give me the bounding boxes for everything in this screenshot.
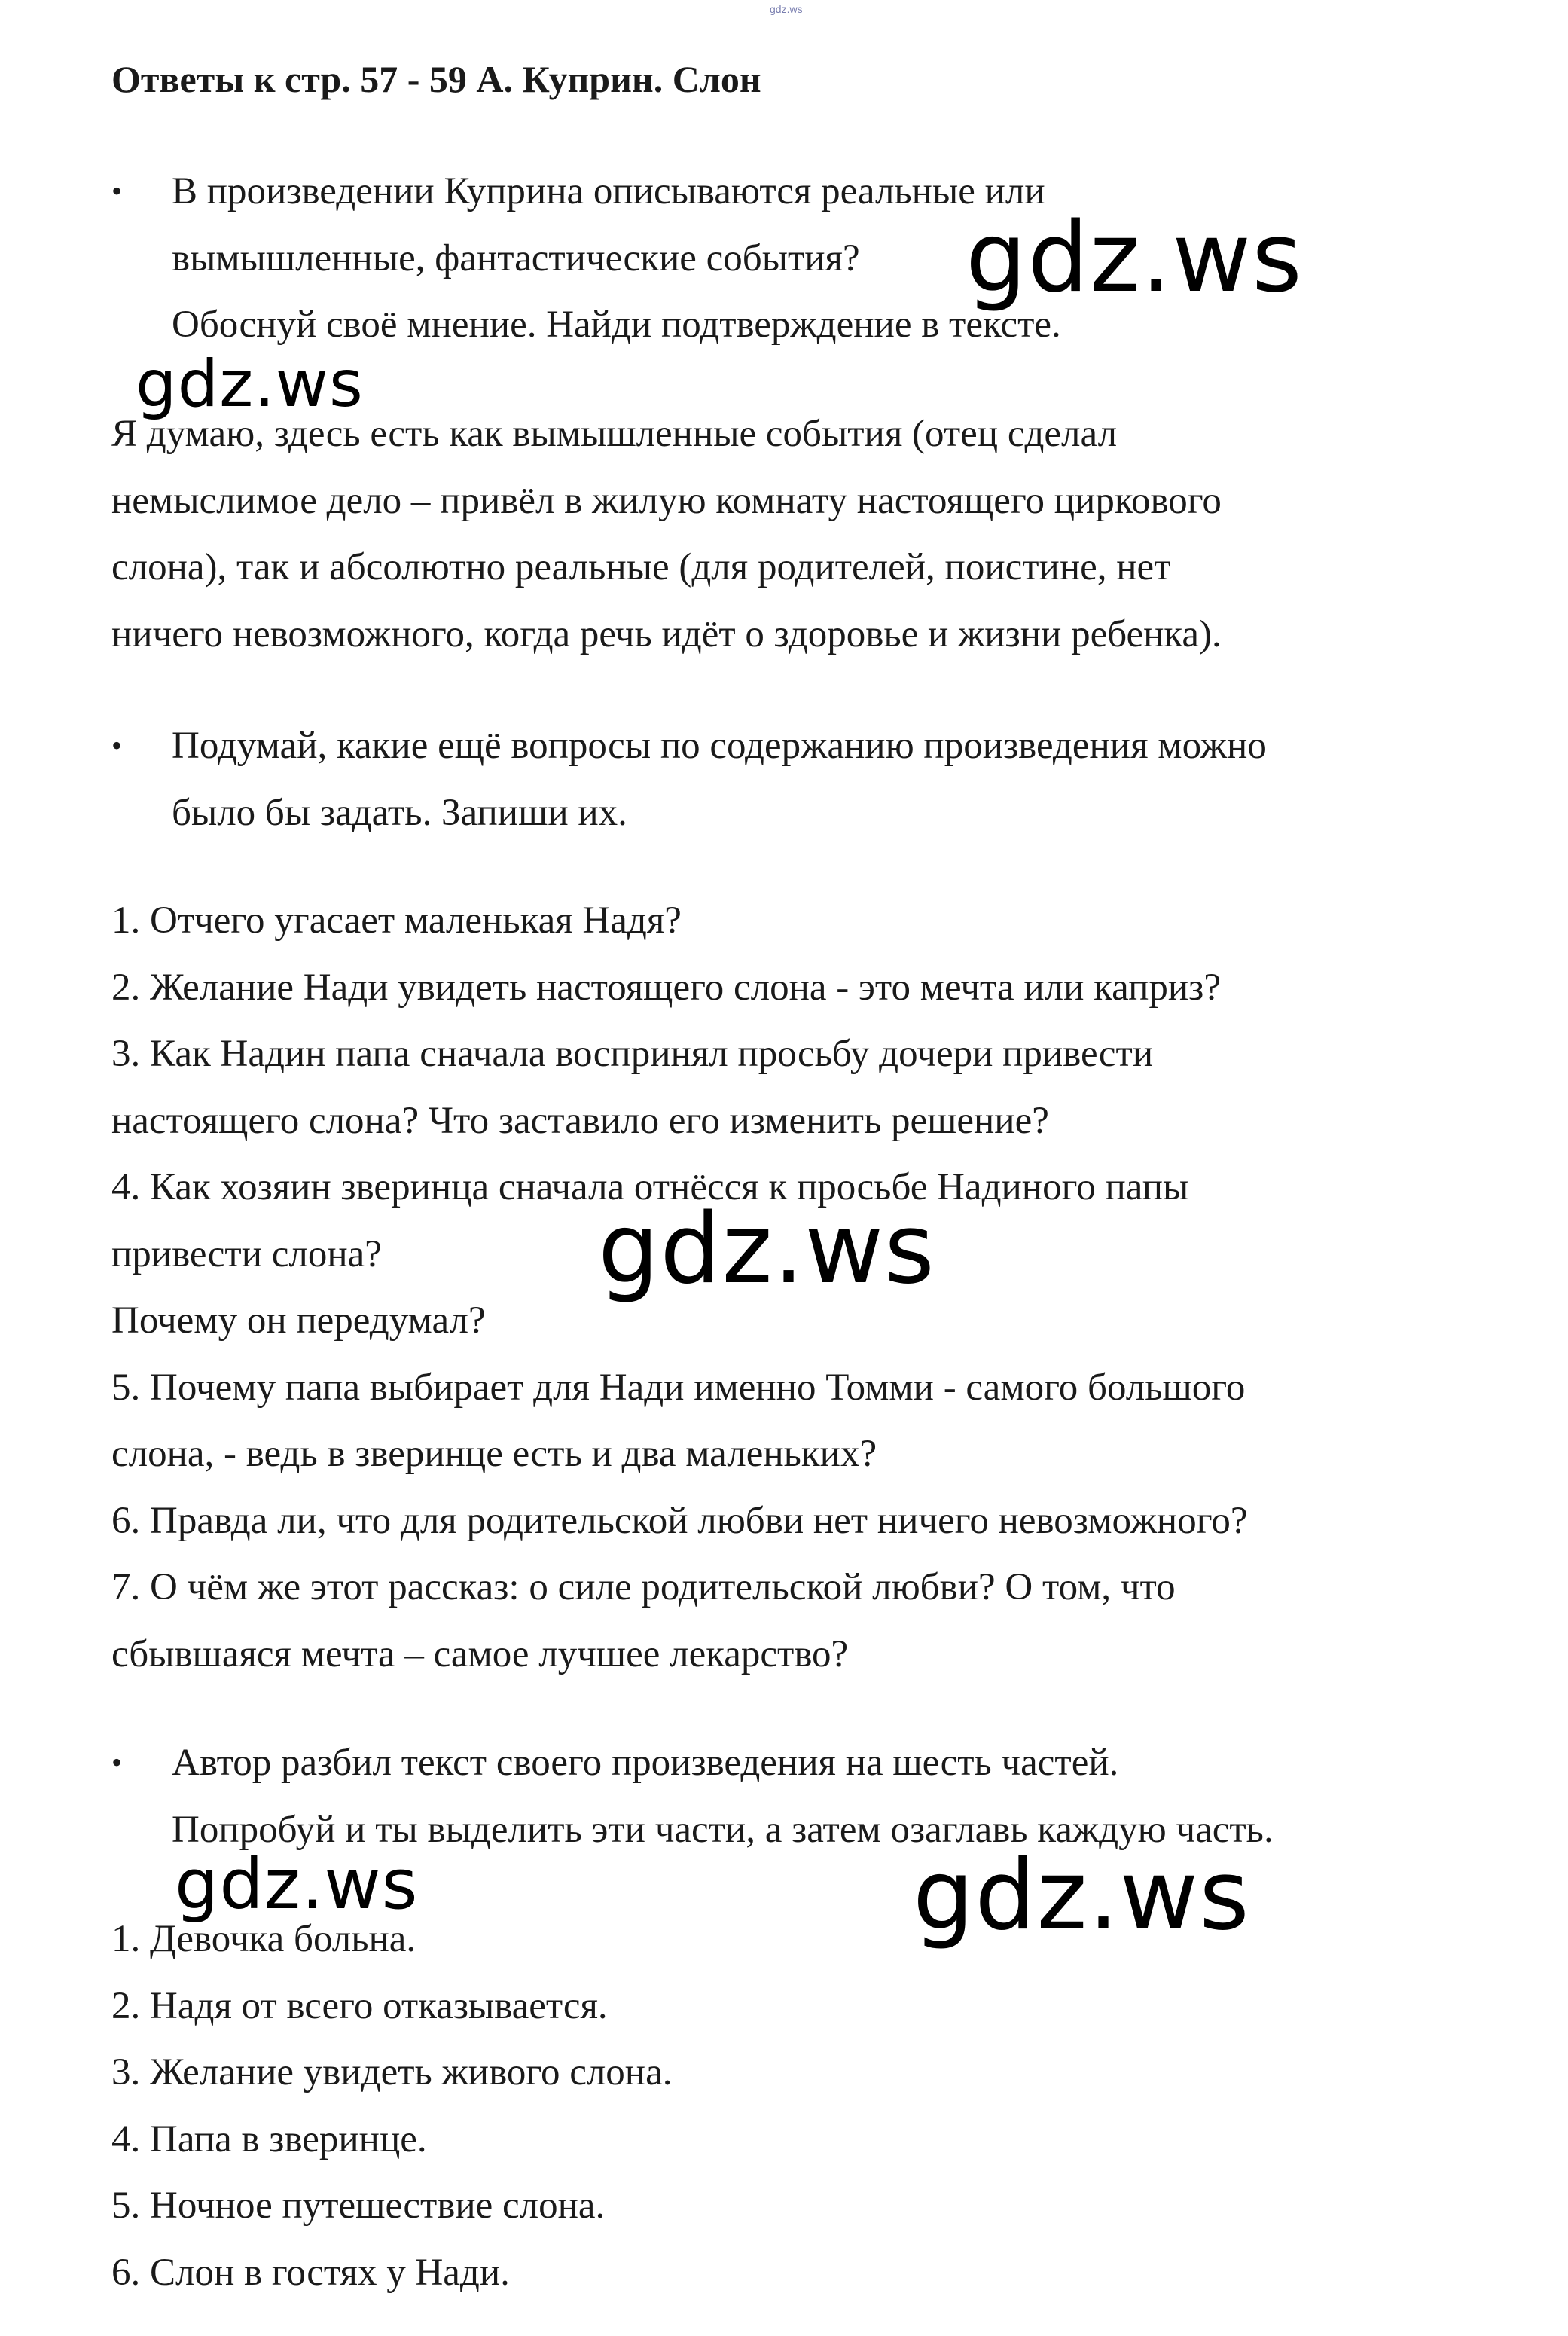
- answer-3-line: 4. Папа в зверинце.: [111, 2118, 427, 2160]
- page-title: Ответы к стр. 57 - 59 А. Куприн. Слон: [111, 58, 761, 100]
- answer-2-line: 2. Желание Нади увидеть настоящего слона - это мечта или каприз?: [111, 966, 1221, 1009]
- question-2-line: было бы задать. Запиши их.: [172, 791, 627, 834]
- answer-2-line: 3. Как Надин папа сначала воспринял просьбу дочери привести: [111, 1033, 1154, 1075]
- watermark: gdz.ws: [913, 1840, 1250, 1952]
- question-3-line: Автор разбил текст своего произведения на шесть частей.: [172, 1742, 1119, 1784]
- question-2-line: Подумай, какие ещё вопросы по содержанию произведения можно: [172, 725, 1267, 767]
- watermark: gdz.ws: [598, 1193, 935, 1305]
- answer-2-line: слона, - ведь в зверинце есть и два маленьких?: [111, 1433, 877, 1475]
- question-1-line: Обоснуй своё мнение. Найди подтверждение в тексте.: [172, 304, 1061, 346]
- answer-2-line: привести слона?: [111, 1232, 382, 1275]
- watermark: gdz.ws: [136, 347, 364, 422]
- answer-3-line: 5. Ночное путешествие слона.: [111, 2185, 606, 2227]
- answer-1-line: ничего невозможного, когда речь идёт о здоровье и жизни ребенка).: [111, 612, 1222, 655]
- answer-1-line: Я думаю, здесь есть как вымышленные события (отец сделал: [111, 413, 1118, 455]
- answer-2-line: 5. Почему папа выбирает для Нади именно Томми - самого большого: [111, 1366, 1246, 1409]
- bullet-icon: •: [111, 1745, 123, 1779]
- watermark: gdz.ws: [175, 1844, 419, 1925]
- answer-2-line: настоящего слона? Что заставило его изменить решение?: [111, 1099, 1049, 1142]
- answer-1-line: немыслимое дело – привёл в жилую комнату настоящего циркового: [111, 479, 1222, 522]
- question-3-line: Попробуй и ты выделить эти части, а затем озаглавь каждую часть.: [172, 1808, 1274, 1851]
- bullet-icon: •: [111, 728, 123, 762]
- answer-2-line: сбывшаяся мечта – самое лучшее лекарство?: [111, 1632, 849, 1675]
- answer-2-line: 4. Как хозяин зверинца сначала отнёсся к просьбе Надиного папы: [111, 1166, 1189, 1208]
- answer-2-line: 6. Правда ли, что для родительской любви нет ничего невозможного?: [111, 1499, 1248, 1542]
- answer-2-line: 7. О чём же этот рассказ: о силе родительской любви? О том, что: [111, 1566, 1176, 1608]
- answer-3-line: 6. Слон в гостях у Нади.: [111, 2251, 510, 2294]
- answer-1-line: слона), так и абсолютно реальные (для родителей, поистине, нет: [111, 546, 1171, 588]
- answer-3: [111, 1906, 672, 2306]
- bullet-icon: •: [111, 174, 123, 208]
- answer-1: [111, 401, 1222, 667]
- answer-2-line: 1. Отчего угасает маленькая Надя?: [111, 899, 682, 942]
- top-watermark: gdz.ws: [770, 3, 803, 15]
- watermark: gdz.ws: [966, 202, 1303, 314]
- question-1-line: В произведении Куприна описываются реальные или: [172, 170, 1045, 212]
- answer-3-line: 1. Девочка больна.: [111, 1918, 416, 1960]
- answer-2-line: Почему он передумал?: [111, 1299, 486, 1342]
- answer-3-line: 3. Желание увидеть живого слона.: [111, 2051, 673, 2093]
- answer-3-line: 2. Надя от всего отказывается.: [111, 1984, 608, 2027]
- question-1-line: вымышленные, фантастические события?: [172, 237, 860, 279]
